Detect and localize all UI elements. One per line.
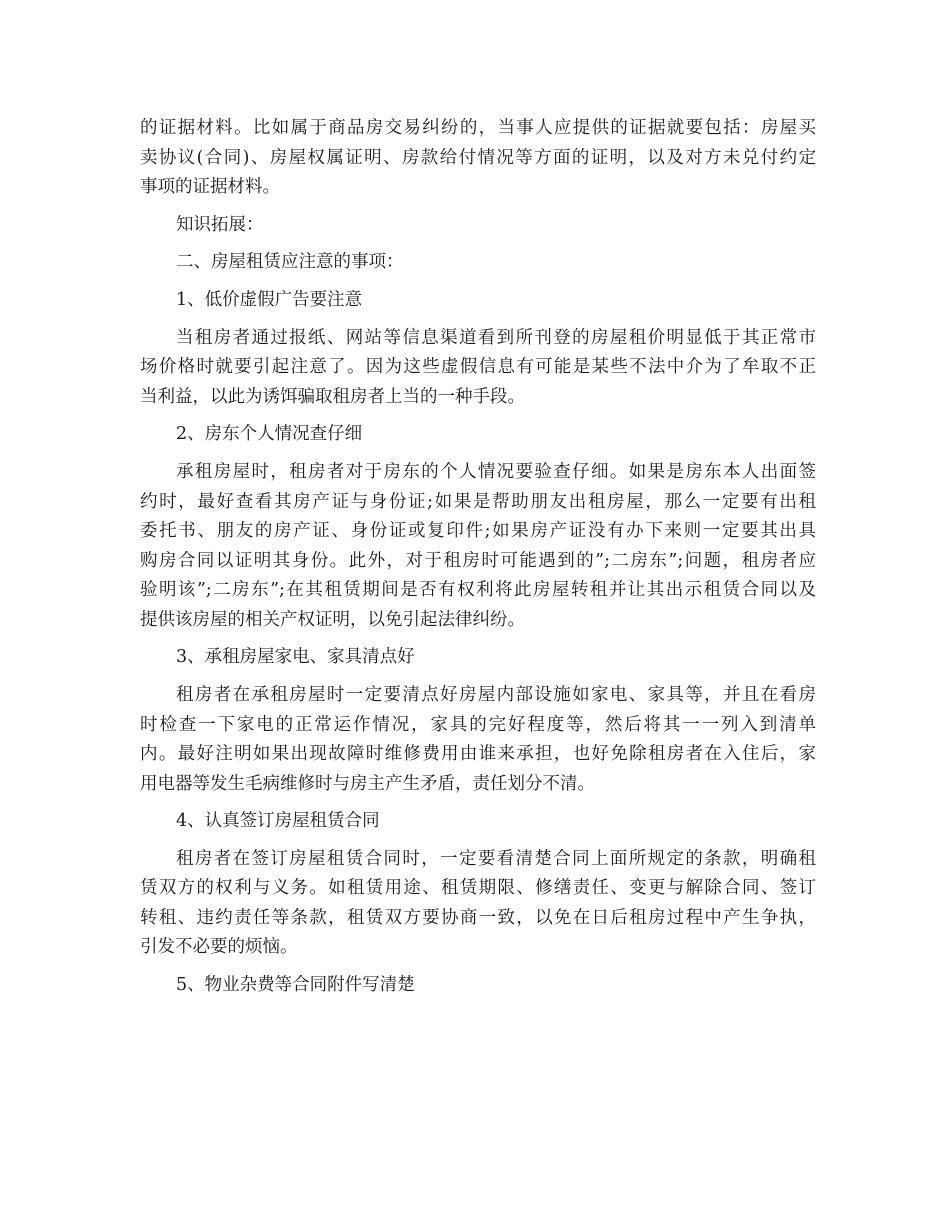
paragraph-first-line: 二、房屋租赁应注意的事项：	[176, 252, 404, 273]
paragraph-line: 卖协议(合同)、房屋权属证明、房款给付情况等方面的证明，以及对方未兑付约定	[140, 147, 816, 168]
paragraph-line: 约时，最好查看其房产证与身份证;如果是帮助朋友出租房屋，那么一定要有出租	[140, 491, 816, 512]
document-body	[140, 114, 816, 1001]
paragraph-line: 提供该房屋的相关产权证明，以免引起法律纠纷。	[140, 609, 525, 630]
paragraph-first-line: 3、承租房屋家电、家具清点好	[176, 647, 415, 668]
paragraph-line: 购房合同以证明其身份。此外，对于租房时可能遇到的”;二房东”;问题，租房者应	[140, 550, 816, 571]
paragraph-line: 引发不必要的烦恼。	[140, 937, 298, 958]
paragraph-line: 场价格时就要引起注意了。因为这些虚假信息有可能是某些不法中介为了牟取不正	[140, 357, 816, 378]
paragraph-line: 验明该”;二房东”;在其租赁期间是否有权利将此房屋转租并让其出示租赁合同以及	[140, 580, 816, 601]
paragraph-line: 委托书、朋友的房产证、身份证或复印件;如果房产证没有办下来则一定要其出具	[140, 521, 816, 542]
paragraph-line: 时检查一下家电的正常运作情况，家具的完好程度等，然后将其一一列入到清单	[140, 714, 816, 735]
paragraph-first-line: 1、低价虚假广告要注意	[176, 290, 363, 311]
paragraph-line: 用电器等发生毛病维修时与房主产生矛盾，责任划分不清。	[140, 773, 595, 794]
paragraph-line: 内。最好注明如果出现故障时维修费用由谁来承担，也好免除租房者在入住后，家	[140, 744, 816, 764]
paragraph-first-line: 承租房屋时，租房者对于房东的个人情况要验查仔细。如果是房东本人出面签	[176, 462, 816, 483]
paragraph-first-line: 2、房东个人情况查仔细	[176, 424, 363, 445]
paragraph-line: 赁双方的权利与义务。如租赁用途、租赁期限、修缮责任、变更与解除合同、签订	[140, 878, 816, 899]
paragraph-first-line: 5、物业杂费等合同附件写清楚	[176, 975, 415, 996]
paragraph-line: 转租、违约责任等条款，租赁双方要协商一致，以免在日后租房过程中产生争执，	[140, 907, 816, 928]
paragraph-first-line: 租房者在承租房屋时一定要清点好房屋内部设施如家电、家具等，并且在看房	[176, 685, 816, 705]
paragraph-line: 事项的证据材料。	[140, 177, 280, 197]
paragraph-first-line: 知识拓展：	[176, 214, 264, 235]
paragraph-first-line: 4、认真签订房屋租赁合同	[176, 811, 380, 832]
paragraph-first-line: 租房者在签订房屋租赁合同时，一定要看清楚合同上面所规定的条款，明确租	[176, 848, 816, 869]
paragraph-first-line: 当租房者通过报纸、网站等信息渠道看到所刊登的房屋租价明显低于其正常市	[176, 327, 816, 348]
paragraph-line: 的证据材料。比如属于商品房交易纠纷的，当事人应提供的证据就要包括：房屋买	[140, 118, 816, 138]
paragraph-line: 当利益，以此为诱饵骗取租房者上当的一种手段。	[140, 386, 525, 407]
